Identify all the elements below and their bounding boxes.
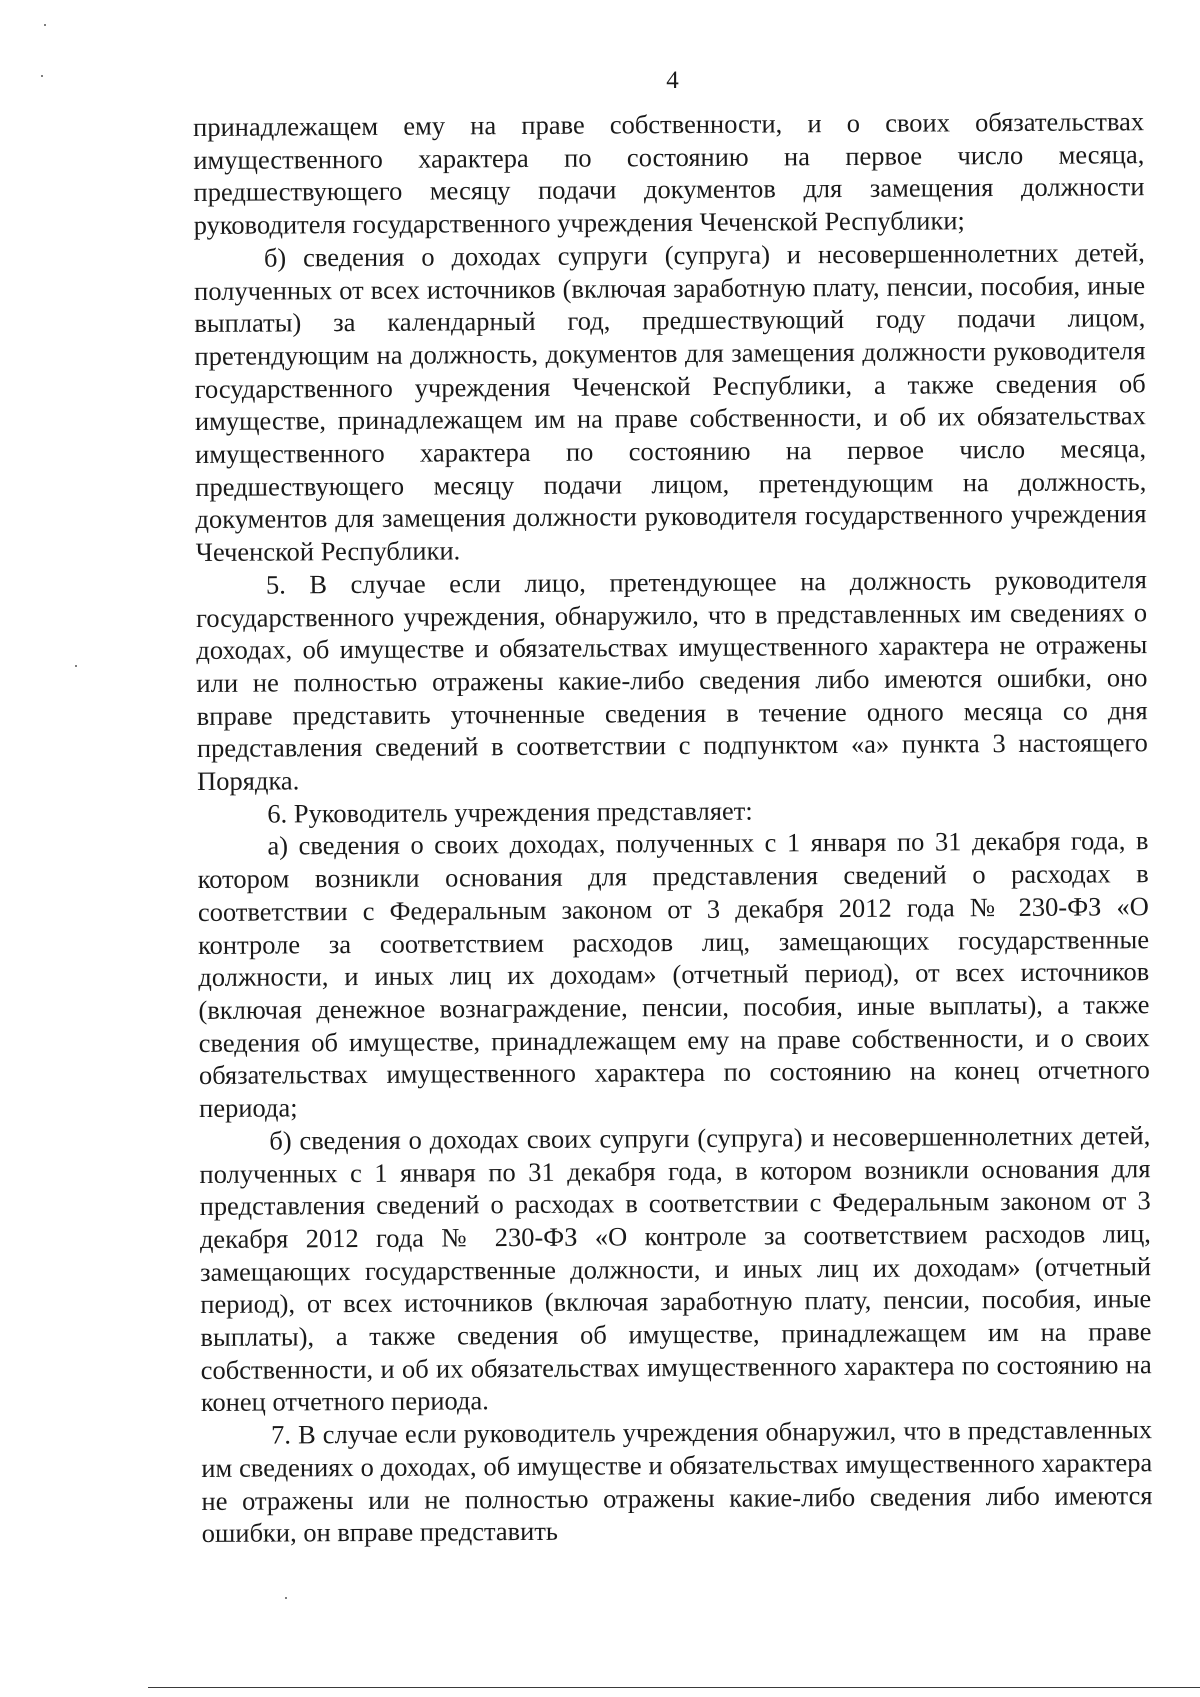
scan-speck [44, 24, 46, 26]
scan-edge-line [148, 1687, 1200, 1688]
scan-speck [285, 1597, 287, 1599]
paragraph-6a-own-income: а) сведения о своих доходах, полученных с 1 января по 31 декабря года, в котором возникли основания для представления сведений о расходах в соответствии с Федеральным законом от 3 декабря 2012 года № 230-ФЗ «О контроле за соответствием расходов лиц, замещающих государственные должности, и иных лиц их доходам» (отчетный период), от всех источников (включая денежное вознаграждение, пенсии, пособия, иные выплаты), а также сведения об имуществе, принадлежащем ему на праве собственности, и о своих обязательствах имущественного характера по состоянию на конец отчетного периода; [197, 825, 1150, 1124]
scan-speck [41, 75, 43, 77]
page-number: 4 [666, 67, 679, 94]
document-body [193, 105, 1153, 1550]
paragraph-6-heading: 6. Руководитель учреждения представляет: [267, 795, 753, 829]
paragraph-7-corrections: 7. В случае если руководитель учреждения обнаружил, что в представленных им сведениях о доходах, об имуществе и обязательствах имущественного характера не отражены или не полностью отражены какие-либо сведения либо имеются ошибки, он вправе представить [201, 1414, 1153, 1549]
paragraph-5-corrections: 5. В случае если лицо, претендующее на должность руководителя государственного учреждения, обнаружило, что в представленных им сведениях о доходах, об имуществе и обязательствах имущественного характера не отражены или не полностью отражены какие-либо сведения либо имеются ошибки, оно вправе представить уточненные сведения в течение одного месяца со дня представления сведений в соответствии с подпунктом «а» пункта 3 настоящего Порядка. [196, 564, 1148, 797]
scan-speck [75, 665, 77, 667]
paragraph-4b-spouse-income: б) сведения о доходах супруги (супруга) и несовершеннолетних детей, полученных от всех источников (включая заработную плату, пенсии, пособия, иные выплаты) за календарный год, предшествующий году подачи лицом, претендующим на должность, документов для замещения должности руководителя государственного учреждения Чеченской Республики, а также сведения об имуществе, принадлежащем им на праве собственности, и об их обязательствах имущественного характера по состоянию на первое число месяца, предшествующего месяцу подачи лицом, претендующим на должность, документов для замещения должности руководителя государственного учреждения Чеченской Республики. [194, 237, 1147, 568]
paragraph-continuation: принадлежащем ему на праве собственности, и о своих обязательствах имущественного характера по состоянию на первое число месяца, предшествующего месяцу подачи документов для замещения должности руководителя государственного учреждения Чеченской Республики; [193, 106, 1145, 241]
paragraph-6b-spouse-income: б) сведения о доходах своих супруги (супруга) и несовершеннолетних детей, полученных с 1 января по 31 декабря года, в котором возникли основания для представления сведений о расходах в соответствии с Федеральным законом от 3 декабря 2012 года № 230-ФЗ «О контроле за соответствием расходов лиц, замещающих государственные должности, и иных лиц их доходам» (отчетный период), от всех источников (включая заработную плату, пенсии, пособия, иные выплаты), а также сведения об имуществе, принадлежащем им на праве собственности, и об их обязательствах имущественного характера по состоянию на конец отчетного периода. [199, 1119, 1152, 1418]
